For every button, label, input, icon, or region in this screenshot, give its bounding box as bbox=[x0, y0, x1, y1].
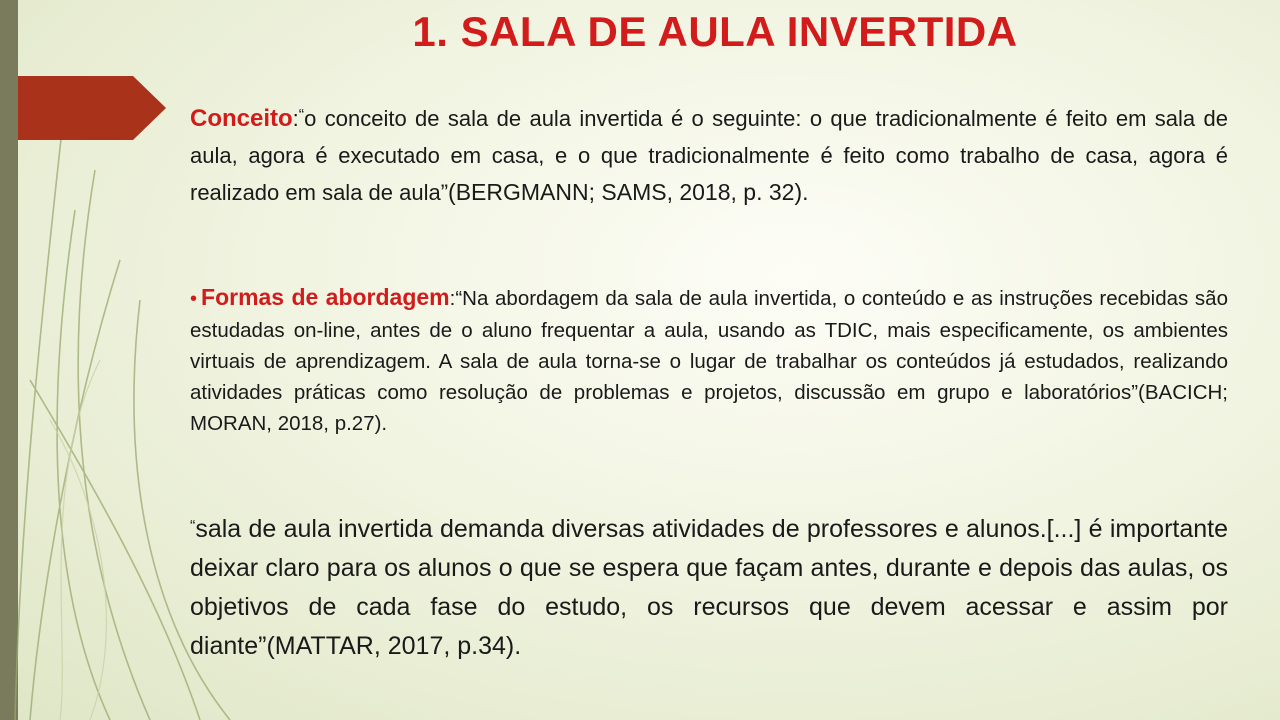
formas-quote-open: “ bbox=[455, 287, 463, 310]
curve-line bbox=[30, 260, 120, 720]
formas-label: Formas de abordagem bbox=[201, 284, 450, 310]
conceito-text: o conceito de sala de aula invertida é o seguinte: o que tradicionalmente é feito em sala de aula, agora é executado em casa, e o que tradicionalmente é feito como trabalho de casa, agora é realizado em sala de aula” bbox=[190, 106, 1228, 205]
curve-line bbox=[30, 380, 200, 720]
quote3-text: sala de aula invertida demanda diversas atividades de professores e alunos.[...] é importante deixar claro para os alunos o que se espera que façam antes, durante e depois das aulas, os objetivos de cada fase do estudo, os recursos que devem acessar e assim por diante” bbox=[190, 515, 1228, 660]
curve-line bbox=[50, 420, 106, 720]
quote3-paragraph bbox=[190, 507, 1228, 666]
conceito-reference: (BERGMANN; SAMS, 2018, p. 32). bbox=[448, 179, 809, 205]
quote3-quote-open: “ bbox=[190, 518, 196, 535]
formas-paragraph bbox=[190, 282, 1228, 439]
formas-text: Na abordagem da sala de aula invertida, o conteúdo e as instruções recebidas são estudadas on-line, antes de o aluno frequentar a aula, usando as TDIC, mais especificamente, os ambientes virtuais de aprendizagem. A sala de aula torna-se o lugar de trabalhar os conteúdos já estudados, realizando atividades práticas como resolução de problemas e projetos, discussão em grupo e laboratórios”(BACICH; MORAN, 2018, p.27). bbox=[190, 287, 1228, 435]
curve-line bbox=[15, 130, 62, 720]
curve-line bbox=[78, 170, 150, 720]
conceito-separator: : bbox=[292, 106, 299, 131]
conceito-quote-open: “ bbox=[298, 107, 305, 124]
bullet-icon: • bbox=[190, 288, 198, 310]
quote3-reference: (MATTAR, 2017, p.34). bbox=[266, 632, 522, 660]
conceito-paragraph bbox=[190, 98, 1228, 212]
conceito-label: Conceito bbox=[190, 105, 293, 132]
formas-separator: : bbox=[449, 287, 456, 310]
slide-title: 1. SALA DE AULA INVERTIDA bbox=[412, 8, 1018, 55]
